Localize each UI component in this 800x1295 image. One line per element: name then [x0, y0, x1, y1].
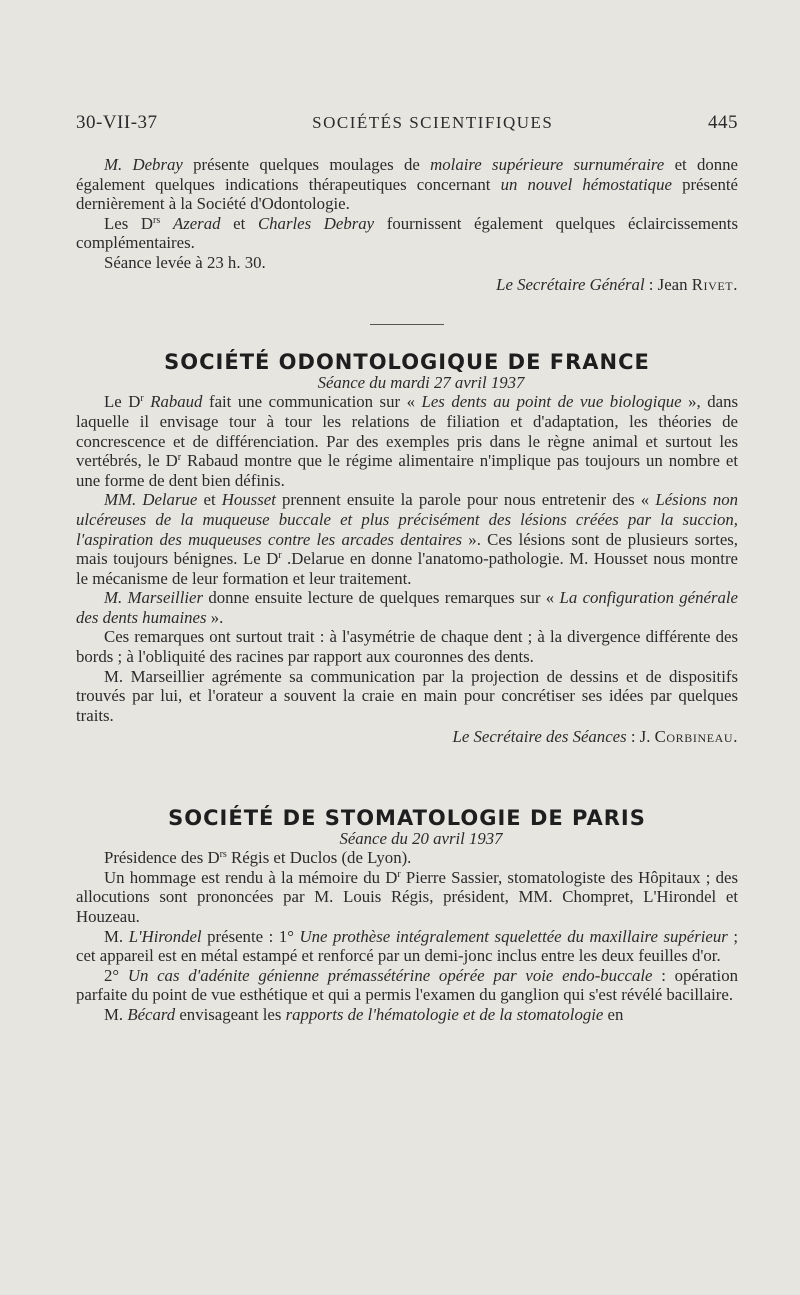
paragraph: 2° Un cas d'adénite génienne prémassétérine opérée par voie endo-buccale : opération parfaite du point de vue esthétique et qui a permis l'examen du ganglion qui s'est révélé bacillaire.: [76, 965, 738, 1005]
header-running-title: SOCIÉTÉS SCIENTIFIQUES: [312, 113, 554, 132]
session-date: Séance du 20 avril 1937: [339, 828, 503, 848]
section-title: SOCIÉTÉ ODONTOLOGIQUE DE FRANCE: [164, 350, 650, 375]
paragraph: Un hommage est rendu à la mémoire du $D^r$ Pierre Sassier, stomatologiste des Hôpitaux ; des allocutions sont prononcées par M. Louis Régis, président, MM. Chompret, L'Hirondel et Houzeau.: [76, 867, 738, 926]
page-body: [76, 155, 738, 1025]
running-header: [76, 112, 738, 134]
section-gap: [76, 747, 738, 809]
paragraph: Ces remarques ont surtout trait : à l'asymétrie de chaque dent ; à la divergence différente des bords ; à l'obliquité des racines par rapport aux couronnes des dents.: [76, 627, 738, 667]
paragraph: M. Marseillier agrémente sa communication par la projection de dessins et de dispositifs trouvés par lui, et l'orateur a souvent la craie en main pour concrétiser ses idées par quelques traits.: [76, 666, 738, 725]
header-date: 30-VII-37: [76, 112, 158, 133]
paragraph: MM. Delarue et Housset prennent ensuite la parole pour nous entretenir des « Lésions non ulcéreuses de la muqueuse buccale et plus précisément des lésions créées par la succion, l'aspiration des muqueuses contre les arcades dentaires ». Ces lésions sont de plusieurs sortes, mais toujours bénignes. Le $D^r$ .Delarue en donne l'anatomo-pathologie. M. Housset nous montre le mécanisme de leur formation et leur traitement.: [76, 490, 739, 588]
paragraph: M. Debray présente quelques moulages de molaire supérieure surnuméraire et donne également quelques indications thérapeutiques concernant un nouvel hémostatique présenté dernièrement à la Société d'Odontologie.: [76, 155, 739, 214]
header-page-number: 445: [707, 112, 738, 133]
paragraph: Le $D^r$ Rabaud fait une communication sur « Les dents au point de vue biologique », dans laquelle il envisage tour à tour les relations de filiation et d'adaptation, les théories de concrescence et de différenciation. Par des exemples pris dans le règne animal et surtout les vertébrés, le $D^r$ Rabaud montre que le régime alimentaire n'implique pas toujours un nombre et une forme de dent bien définis.: [76, 392, 739, 490]
paragraph: Séance levée à 23 h. 30.: [104, 252, 266, 272]
session-date: Séance du mardi 27 avril 1937: [317, 372, 525, 392]
section-title: SOCIÉTÉ DE STOMATOLOGIE DE PARIS: [168, 806, 646, 831]
paragraph: Présidence des $D^{rs}$ Régis et Duclos (de Lyon).: [104, 848, 412, 868]
paragraph: M. Bécard envisageant les rapports de l'hématologie et de la stomatologie en: [104, 1004, 624, 1024]
signature: Le Secrétaire Général : Jean Rivet.: [496, 274, 738, 294]
signature: Le Secrétaire des Séances : J. Corbineau.: [452, 727, 738, 747]
section-divider: [370, 324, 444, 325]
paragraph: M. L'Hirondel présente : 1° Une prothèse intégralement squelettée du maxillaire supérieur ; cet appareil est en métal estampé et renforcé par un demi-jonc inclus entre les deux feuilles d'or.: [76, 926, 739, 966]
paragraph: M. Marseillier donne ensuite lecture de quelques remarques sur « La configuration générale des dents humaines ».: [76, 588, 738, 627]
paragraph: Les $D^{rs}$ Azerad et Charles Debray fournissent également quelques éclaircissements complémentaires.: [76, 213, 738, 253]
